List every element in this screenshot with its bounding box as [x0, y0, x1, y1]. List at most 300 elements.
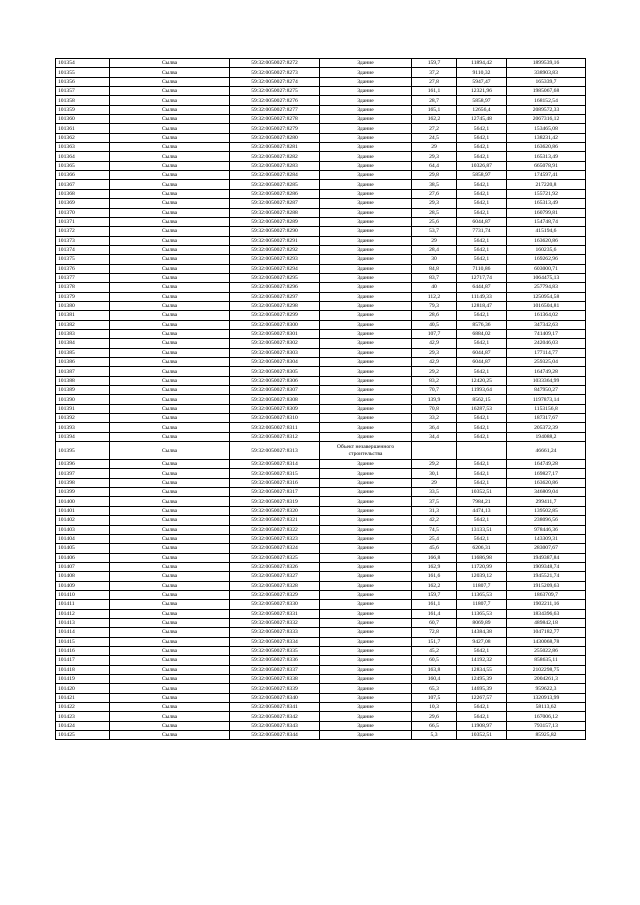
row-id-cell: 101386	[56, 358, 110, 367]
city-cell: Сылва	[110, 329, 230, 338]
cadastral-number-cell: 59:32:0050027:8307	[230, 386, 320, 395]
cadastral-value-cell: 1197873,14	[507, 395, 586, 404]
cadastral-value-cell: 1250954,58	[507, 292, 586, 301]
cadastral-value-cell: 1945521,74	[507, 572, 586, 581]
rate-cell: 11993,64	[457, 386, 507, 395]
cadastral-value-cell: 847950,27	[507, 386, 586, 395]
city-cell: Сылва	[110, 404, 230, 413]
cadastral-number-cell: 59:32:0050027:8344	[230, 731, 320, 740]
table-row	[56, 152, 586, 161]
cadastral-number-cell: 59:32:0050027:8283	[230, 161, 320, 170]
object-type-cell: Здание	[320, 590, 412, 599]
area-cell: 79,3	[412, 301, 457, 310]
area-cell: 28,4	[412, 245, 457, 254]
object-type-cell: Здание	[320, 432, 412, 441]
row-id-cell: 101367	[56, 180, 110, 189]
cadastral-value-cell: 58113,62	[507, 703, 586, 712]
city-cell: Сылва	[110, 712, 230, 721]
object-type-cell: Здание	[320, 358, 412, 367]
row-id-cell: 101379	[56, 292, 110, 301]
cadastral-value-cell: 187317,67	[507, 414, 586, 423]
cadastral-value-cell: 2089572,33	[507, 105, 586, 114]
rate-cell: 14695,39	[457, 684, 507, 693]
cadastral-number-cell: 59:32:0050027:8288	[230, 208, 320, 217]
cadastral-number-cell: 59:32:0050027:8317	[230, 488, 320, 497]
rate-cell: 12717,74	[457, 273, 507, 282]
table-row	[56, 618, 586, 627]
area-cell: 151,7	[412, 637, 457, 646]
city-cell: Сылва	[110, 581, 230, 590]
city-cell: Сылва	[110, 348, 230, 357]
table-row	[56, 442, 586, 460]
object-type-cell: Здание	[320, 77, 412, 86]
cadastral-number-cell: 59:32:0050027:8280	[230, 133, 320, 142]
row-id-cell: 101359	[56, 105, 110, 114]
cadastral-number-cell: 59:32:0050027:8291	[230, 236, 320, 245]
cadastral-number-cell: 59:32:0050027:8279	[230, 124, 320, 133]
area-cell	[412, 442, 457, 460]
rate-cell: 11149,33	[457, 292, 507, 301]
area-cell: 72,8	[412, 628, 457, 637]
area-cell: 33,5	[412, 488, 457, 497]
object-type-cell: Здание	[320, 227, 412, 236]
rate-cell: 5642,1	[457, 199, 507, 208]
row-id-cell: 101369	[56, 199, 110, 208]
table-row	[56, 264, 586, 273]
city-cell: Сылва	[110, 255, 230, 264]
table-row	[56, 731, 586, 740]
row-id-cell: 101376	[56, 264, 110, 273]
cadastral-number-cell: 59:32:0050027:8276	[230, 96, 320, 105]
cadastral-value-cell: 242046,03	[507, 339, 586, 348]
cadastral-value-cell: 347342,63	[507, 320, 586, 329]
table-row	[56, 497, 586, 506]
object-type-cell: Здание	[320, 478, 412, 487]
object-type-cell: Здание	[320, 731, 412, 740]
object-type-cell: Здание	[320, 59, 412, 68]
row-id-cell: 101387	[56, 367, 110, 376]
object-type-cell: Здание	[320, 469, 412, 478]
cadastral-number-cell: 59:32:0050027:8336	[230, 656, 320, 665]
table-row	[56, 217, 586, 226]
table-row	[56, 320, 586, 329]
cadastral-number-cell: 59:32:0050027:8326	[230, 562, 320, 571]
cadastral-number-cell: 59:32:0050027:8296	[230, 283, 320, 292]
object-type-cell: Здание	[320, 712, 412, 721]
cadastral-value-cell: 174597,41	[507, 171, 586, 180]
cadastral-number-cell: 59:32:0050027:8315	[230, 469, 320, 478]
rate-cell: 5642,1	[457, 245, 507, 254]
table-body	[56, 59, 586, 740]
object-type-cell: Здание	[320, 665, 412, 674]
city-cell: Сылва	[110, 618, 230, 627]
rate-cell: 7110,86	[457, 264, 507, 273]
table-row	[56, 358, 586, 367]
cadastral-number-cell: 59:32:0050027:8320	[230, 506, 320, 515]
cadastral-number-cell: 59:32:0050027:8274	[230, 77, 320, 86]
cadastral-number-cell: 59:32:0050027:8305	[230, 367, 320, 376]
row-id-cell: 101384	[56, 339, 110, 348]
row-id-cell: 101419	[56, 675, 110, 684]
row-id-cell: 101365	[56, 161, 110, 170]
row-id-cell: 101394	[56, 432, 110, 441]
area-cell: 84,8	[412, 264, 457, 273]
rate-cell: 6444,87	[457, 283, 507, 292]
cadastral-value-cell: 46661,24	[507, 442, 586, 460]
table-row	[56, 180, 586, 189]
cadastral-number-cell: 59:32:0050027:8299	[230, 311, 320, 320]
cadastral-value-cell: 255022,86	[507, 646, 586, 655]
rate-cell: 7984,21	[457, 497, 507, 506]
cadastral-value-cell: 346809,04	[507, 488, 586, 497]
rate-cell: 14192,32	[457, 656, 507, 665]
cadastral-value-cell: 1902211,16	[507, 600, 586, 609]
cadastral-value-cell: 139502,85	[507, 506, 586, 515]
table-row	[56, 199, 586, 208]
area-cell: 53,7	[412, 227, 457, 236]
city-cell: Сылва	[110, 609, 230, 618]
cadastral-number-cell: 59:32:0050027:8342	[230, 712, 320, 721]
area-cell: 27,8	[412, 77, 457, 86]
rate-cell: 5642,1	[457, 469, 507, 478]
cadastral-number-cell: 59:32:0050027:8310	[230, 414, 320, 423]
rate-cell: 14384,38	[457, 628, 507, 637]
row-id-cell: 101378	[56, 283, 110, 292]
table-row	[56, 525, 586, 534]
area-cell: 60,5	[412, 656, 457, 665]
cadastral-number-cell: 59:32:0050027:8324	[230, 544, 320, 553]
object-type-cell: Здание	[320, 600, 412, 609]
area-cell: 29,2	[412, 367, 457, 376]
table-row	[56, 562, 586, 571]
cadastral-value-cell: 1064475,13	[507, 273, 586, 282]
table-row	[56, 292, 586, 301]
table-row	[56, 273, 586, 282]
rate-cell: 5642,1	[457, 703, 507, 712]
table-row	[56, 283, 586, 292]
object-type-cell: Здание	[320, 264, 412, 273]
city-cell: Сылва	[110, 77, 230, 86]
row-id-cell: 101413	[56, 618, 110, 627]
cadastral-number-cell: 59:32:0050027:8290	[230, 227, 320, 236]
object-type-cell: Здание	[320, 376, 412, 385]
row-id-cell: 101407	[56, 562, 110, 571]
cadastral-number-cell: 59:32:0050027:8309	[230, 404, 320, 413]
row-id-cell: 101424	[56, 721, 110, 730]
cadastral-number-cell: 59:32:0050027:8277	[230, 105, 320, 114]
row-id-cell: 101373	[56, 236, 110, 245]
rate-cell: 12834,55	[457, 665, 507, 674]
area-cell: 37,2	[412, 68, 457, 77]
table-row	[56, 376, 586, 385]
city-cell: Сылва	[110, 731, 230, 740]
area-cell: 159,7	[412, 590, 457, 599]
city-cell: Сылва	[110, 227, 230, 236]
city-cell: Сылва	[110, 432, 230, 441]
cadastral-value-cell: 978446,36	[507, 525, 586, 534]
cadastral-number-cell: 59:32:0050027:8282	[230, 152, 320, 161]
area-cell: 38,5	[412, 180, 457, 189]
cadastral-number-cell: 59:32:0050027:8311	[230, 423, 320, 432]
area-cell: 10,3	[412, 703, 457, 712]
cadastral-value-cell: 415194,6	[507, 227, 586, 236]
city-cell: Сылва	[110, 525, 230, 534]
cadastral-number-cell: 59:32:0050027:8293	[230, 255, 320, 264]
cadastral-number-cell: 59:32:0050027:8289	[230, 217, 320, 226]
rate-cell: 5642,1	[457, 414, 507, 423]
area-cell: 83,7	[412, 273, 457, 282]
area-cell: 28,6	[412, 311, 457, 320]
area-cell: 36,4	[412, 423, 457, 432]
cadastral-number-cell: 59:32:0050027:8285	[230, 180, 320, 189]
property-table-sheet	[55, 58, 585, 740]
rate-cell: 5642,1	[457, 236, 507, 245]
cadastral-number-cell: 59:32:0050027:8335	[230, 646, 320, 655]
cadastral-value-cell: 155721,92	[507, 189, 586, 198]
object-type-cell: Здание	[320, 703, 412, 712]
city-cell: Сылва	[110, 656, 230, 665]
cadastral-number-cell: 59:32:0050027:8273	[230, 68, 320, 77]
rate-cell: 5642,1	[457, 208, 507, 217]
object-type-cell: Здание	[320, 646, 412, 655]
cadastral-value-cell: 1153156,8	[507, 404, 586, 413]
table-row	[56, 329, 586, 338]
area-cell: 29,6	[412, 712, 457, 721]
object-type-cell: Здание	[320, 87, 412, 96]
cadastral-value-cell: 603000,71	[507, 264, 586, 273]
cadastral-number-cell: 59:32:0050027:8286	[230, 189, 320, 198]
area-cell: 162,9	[412, 562, 457, 571]
rate-cell: 16287,53	[457, 404, 507, 413]
cadastral-number-cell: 59:32:0050027:8314	[230, 460, 320, 469]
area-cell: 162,2	[412, 581, 457, 590]
rate-cell: 12039,12	[457, 572, 507, 581]
city-cell: Сылва	[110, 273, 230, 282]
table-row	[56, 395, 586, 404]
object-type-cell: Здание	[320, 133, 412, 142]
table-row	[56, 367, 586, 376]
row-id-cell: 101366	[56, 171, 110, 180]
area-cell: 66,5	[412, 721, 457, 730]
area-cell: 34,4	[412, 432, 457, 441]
object-type-cell: Здание	[320, 404, 412, 413]
cadastral-number-cell: 59:32:0050027:8272	[230, 59, 320, 68]
object-type-cell: Здание	[320, 628, 412, 637]
area-cell: 74,5	[412, 525, 457, 534]
object-type-cell: Здание	[320, 348, 412, 357]
row-id-cell: 101388	[56, 376, 110, 385]
row-id-cell: 101396	[56, 460, 110, 469]
rate-cell: 9110,32	[457, 68, 507, 77]
rate-cell: 12818,47	[457, 301, 507, 310]
table-row	[56, 124, 586, 133]
row-id-cell: 101406	[56, 553, 110, 562]
cadastral-number-cell: 59:32:0050027:8300	[230, 320, 320, 329]
table-row	[56, 628, 586, 637]
row-id-cell: 101395	[56, 442, 110, 460]
table-row	[56, 96, 586, 105]
cadastral-value-cell: 169827,17	[507, 469, 586, 478]
table-row	[56, 646, 586, 655]
cadastral-value-cell: 489842,18	[507, 618, 586, 627]
table-row	[56, 516, 586, 525]
table-row	[56, 534, 586, 543]
city-cell: Сылва	[110, 105, 230, 114]
cadastral-value-cell: 163620,86	[507, 236, 586, 245]
rate-cell: 11365,53	[457, 609, 507, 618]
row-id-cell: 101374	[56, 245, 110, 254]
row-id-cell: 101356	[56, 77, 110, 86]
table-row	[56, 143, 586, 152]
rate-cell: 5642,1	[457, 255, 507, 264]
row-id-cell: 101415	[56, 637, 110, 646]
rate-cell: 12745,48	[457, 115, 507, 124]
cadastral-value-cell: 1320913,99	[507, 693, 586, 702]
city-cell: Сылва	[110, 143, 230, 152]
area-cell: 163,8	[412, 665, 457, 674]
city-cell: Сылва	[110, 600, 230, 609]
cadastral-number-cell: 59:32:0050027:8297	[230, 292, 320, 301]
table-row	[56, 189, 586, 198]
cadastral-value-cell: 858635,11	[507, 656, 586, 665]
city-cell: Сылва	[110, 339, 230, 348]
row-id-cell: 101400	[56, 497, 110, 506]
object-type-cell: Здание	[320, 320, 412, 329]
cadastral-number-cell: 59:32:0050027:8331	[230, 609, 320, 618]
row-id-cell: 101398	[56, 478, 110, 487]
area-cell: 112,2	[412, 292, 457, 301]
object-type-cell: Здание	[320, 152, 412, 161]
area-cell: 42,2	[412, 516, 457, 525]
object-type-cell: Здание	[320, 208, 412, 217]
city-cell: Сылва	[110, 189, 230, 198]
row-id-cell: 101412	[56, 609, 110, 618]
row-id-cell: 101421	[56, 693, 110, 702]
object-type-cell: Здание	[320, 637, 412, 646]
city-cell: Сылва	[110, 628, 230, 637]
cadastral-number-cell: 59:32:0050027:8323	[230, 534, 320, 543]
cadastral-value-cell: 163620,86	[507, 478, 586, 487]
area-cell: 25,4	[412, 534, 457, 543]
cadastral-value-cell: 665078,91	[507, 161, 586, 170]
row-id-cell: 101403	[56, 525, 110, 534]
rate-cell: 5642,1	[457, 367, 507, 376]
cadastral-value-cell: 154748,74	[507, 217, 586, 226]
object-type-cell: Здание	[320, 367, 412, 376]
city-cell: Сылва	[110, 506, 230, 515]
object-type-cell: Здание	[320, 525, 412, 534]
table-row	[56, 478, 586, 487]
city-cell: Сылва	[110, 171, 230, 180]
cadastral-number-cell: 59:32:0050027:8287	[230, 199, 320, 208]
cadastral-number-cell: 59:32:0050027:8340	[230, 693, 320, 702]
cadastral-number-cell: 59:32:0050027:8304	[230, 358, 320, 367]
table-row	[56, 161, 586, 170]
table-row	[56, 721, 586, 730]
table-row	[56, 59, 586, 68]
cadastral-number-cell: 59:32:0050027:8327	[230, 572, 320, 581]
cadastral-number-cell: 59:32:0050027:8322	[230, 525, 320, 534]
area-cell: 83,2	[412, 376, 457, 385]
row-id-cell: 101408	[56, 572, 110, 581]
city-cell: Сылва	[110, 534, 230, 543]
rate-cell: 5642,1	[457, 432, 507, 441]
object-type-cell: Здание	[320, 497, 412, 506]
row-id-cell: 101420	[56, 684, 110, 693]
cadastral-number-cell: 59:32:0050027:8316	[230, 478, 320, 487]
rate-cell: 11807,7	[457, 581, 507, 590]
city-cell: Сылва	[110, 161, 230, 170]
cadastral-number-cell: 59:32:0050027:8284	[230, 171, 320, 180]
area-cell: 40,5	[412, 320, 457, 329]
object-type-cell: Здание	[320, 301, 412, 310]
area-cell: 45,2	[412, 646, 457, 655]
city-cell: Сылва	[110, 236, 230, 245]
row-id-cell: 101357	[56, 87, 110, 96]
city-cell: Сылва	[110, 245, 230, 254]
rate-cell: 5642,1	[457, 534, 507, 543]
rate-cell: 10352,51	[457, 488, 507, 497]
row-id-cell: 101416	[56, 646, 110, 655]
cadastral-value-cell: 164749,28	[507, 367, 586, 376]
city-cell: Сылва	[110, 68, 230, 77]
area-cell: 28,5	[412, 208, 457, 217]
object-type-cell: Здание	[320, 721, 412, 730]
object-type-cell: Здание	[320, 311, 412, 320]
area-cell: 40	[412, 283, 457, 292]
rate-cell: 12495,39	[457, 675, 507, 684]
rate-cell: 5642,1	[457, 516, 507, 525]
object-type-cell: Здание	[320, 693, 412, 702]
cadastral-value-cell: 165339,7	[507, 77, 586, 86]
city-cell: Сылва	[110, 478, 230, 487]
table-row	[56, 572, 586, 581]
city-cell: Сылва	[110, 442, 230, 460]
cadastral-value-cell: 238096,56	[507, 516, 586, 525]
city-cell: Сылва	[110, 684, 230, 693]
cadastral-value-cell: 161364,02	[507, 311, 586, 320]
city-cell: Сылва	[110, 675, 230, 684]
object-type-cell: Здание	[320, 534, 412, 543]
cadastral-number-cell: 59:32:0050027:8278	[230, 115, 320, 124]
table-row	[56, 423, 586, 432]
cadastral-value-cell: 1834396,63	[507, 609, 586, 618]
city-cell: Сылва	[110, 217, 230, 226]
table-row	[56, 236, 586, 245]
city-cell: Сылва	[110, 115, 230, 124]
rate-cell: 8069,89	[457, 618, 507, 627]
rate-cell: 5858,97	[457, 171, 507, 180]
city-cell: Сылва	[110, 358, 230, 367]
cadastral-number-cell: 59:32:0050027:8319	[230, 497, 320, 506]
area-cell: 161,1	[412, 87, 457, 96]
row-id-cell: 101368	[56, 189, 110, 198]
object-type-cell: Здание	[320, 544, 412, 553]
area-cell: 31,3	[412, 506, 457, 515]
cadastral-value-cell: 2102298,75	[507, 665, 586, 674]
row-id-cell: 101425	[56, 731, 110, 740]
city-cell: Сылва	[110, 572, 230, 581]
row-id-cell: 101375	[56, 255, 110, 264]
rate-cell: 11365,53	[457, 590, 507, 599]
city-cell: Сылва	[110, 208, 230, 217]
cadastral-number-cell: 59:32:0050027:8294	[230, 264, 320, 273]
object-type-cell: Здание	[320, 506, 412, 515]
row-id-cell: 101404	[56, 534, 110, 543]
cadastral-value-cell: 959622,3	[507, 684, 586, 693]
object-type-cell: Здание	[320, 423, 412, 432]
rate-cell: 6044,87	[457, 348, 507, 357]
